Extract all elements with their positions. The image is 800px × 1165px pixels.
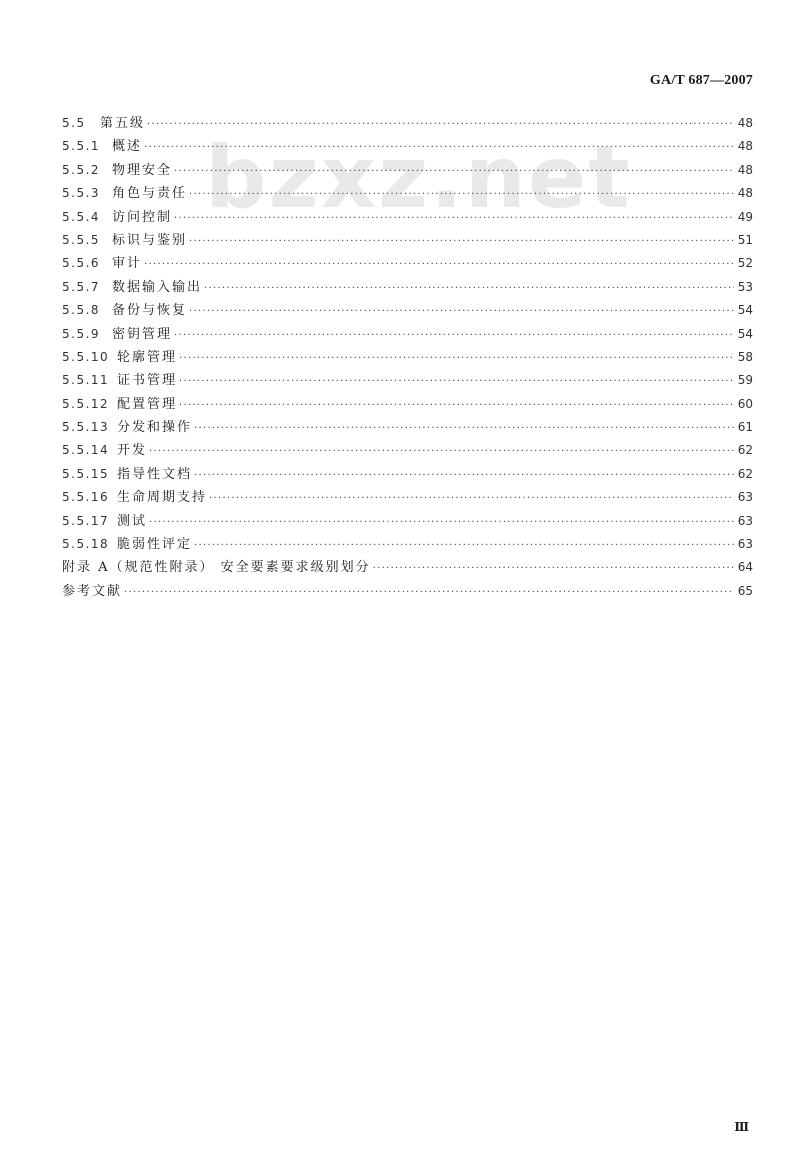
toc-entry-title: 参考文献 [62,583,123,599]
toc-leader-dots [149,517,734,528]
toc-leader-dots [189,236,734,247]
toc-leader-dots [147,119,734,130]
toc-entry-number: 5.5.11 [62,373,110,388]
toc-leader-dots [174,213,734,224]
toc-entry[interactable] [62,323,753,346]
toc-entry-title: 测试 [117,513,148,529]
toc-entry-page: 60 [737,396,753,411]
toc-entry[interactable] [62,580,753,603]
toc-entry-page: 53 [737,279,753,294]
page-number: Ⅲ [734,1120,748,1134]
toc-entry-number: 5.5.13 [62,420,110,435]
toc-entry[interactable] [62,510,753,533]
toc-entry-number: 5.5.2 [62,162,101,177]
toc-entry-number: 5.5.1 [62,139,101,154]
toc-leader-dots [144,259,734,270]
toc-entry-number: 5.5.6 [62,256,101,271]
toc-entry-number: 5.5.18 [62,537,110,552]
toc-entry-number: 5.5.7 [62,279,101,294]
toc-entry[interactable] [62,486,753,509]
watermark: bzxz.net [205,128,632,228]
toc-entry-page: 63 [737,537,753,552]
toc-entry-page: 49 [737,209,753,224]
toc-entry[interactable] [62,135,753,158]
toc-entry[interactable] [62,206,753,229]
toc-leader-dots [373,563,734,574]
toc-entry-number: 5.5.3 [62,186,101,201]
toc-leader-dots [179,376,734,387]
toc-entry-page: 48 [737,139,753,154]
toc-entry[interactable] [62,182,753,205]
toc-entry-page: 59 [737,373,753,388]
toc-leader-dots [144,142,734,153]
toc-entry-title: 密钥管理 [112,326,173,342]
toc-entry-title: 备份与恢复 [112,303,188,319]
toc-entry[interactable] [62,112,753,135]
toc-entry-number: 5.5.4 [62,209,101,224]
toc-leader-dots [194,540,734,551]
toc-entry[interactable] [62,416,753,439]
toc-leader-dots [174,330,734,341]
toc-entry-page: 54 [737,326,753,341]
toc-entry[interactable] [62,276,753,299]
toc-leader-dots [189,189,734,200]
toc-entry-title: 生命周期支持 [117,490,208,506]
toc-entry[interactable] [62,252,753,275]
toc-leader-dots [179,400,734,411]
toc-entry-number: 5.5 [62,116,86,130]
toc-entry-page: 54 [737,303,753,318]
standard-code: GA/T 687—2007 [649,73,753,88]
toc-leader-dots [194,423,734,434]
toc-entry-number: 5.5.17 [62,513,110,528]
toc-entry[interactable] [62,346,753,369]
toc-entry-title: 指导性文档 [117,466,193,482]
toc-entry-number: 5.5.8 [62,303,101,318]
toc-entry-title: 脆弱性评定 [117,537,193,553]
table-of-contents [62,112,753,603]
toc-entry[interactable] [62,533,753,556]
toc-entry-page: 64 [737,560,753,575]
toc-entry-title: 轮廓管理 [117,349,178,365]
toc-entry-page: 48 [737,186,753,201]
toc-entry-number: 5.5.9 [62,326,101,341]
toc-entry-number: 5.5.16 [62,490,110,505]
toc-entry-number: 5.5.5 [62,232,101,247]
toc-leader-dots [189,306,734,317]
toc-entry-page: 63 [737,513,753,528]
toc-entry-title: 数据输入输出 [112,279,203,295]
toc-leader-dots [194,470,734,481]
toc-entry-page: 51 [737,232,753,247]
toc-leader-dots [174,166,734,177]
toc-entry-title: 审计 [112,256,143,272]
toc-leader-dots [179,353,734,364]
toc-leader-dots [124,587,734,598]
toc-entry-title: 配置管理 [117,396,178,412]
toc-entry[interactable] [62,463,753,486]
toc-entry-title: 访问控制 [112,209,173,225]
toc-entry-title: 第五级 [100,116,146,131]
toc-entry-page: 61 [737,420,753,435]
toc-entry-number: 5.5.14 [62,443,110,458]
toc-leader-dots [209,493,734,504]
toc-entry-title: 证书管理 [117,373,178,389]
toc-entry[interactable] [62,393,753,416]
toc-entry-number: 5.5.15 [62,466,110,481]
toc-entry-title: 附录 A（规范性附录） 安全要素要求级别划分 [62,560,371,576]
toc-entry[interactable] [62,229,753,252]
toc-entry-title: 开发 [117,443,148,459]
toc-entry[interactable] [62,369,753,392]
toc-entry-title: 分发和操作 [117,420,193,436]
toc-entry-number: 5.5.12 [62,396,110,411]
toc-entry-page: 63 [737,490,753,505]
toc-entry-page: 62 [737,443,753,458]
toc-entry-title: 概述 [112,139,143,155]
toc-leader-dots [204,283,734,294]
toc-entry-page: 48 [737,116,753,130]
toc-leader-dots [149,446,734,457]
toc-entry-title: 角色与责任 [112,186,188,202]
toc-entry-page: 65 [737,583,753,598]
toc-entry[interactable] [62,159,753,182]
toc-entry[interactable] [62,299,753,322]
toc-entry-page: 62 [737,466,753,481]
toc-entry-number: 5.5.10 [62,349,110,364]
toc-entry[interactable] [62,439,753,462]
toc-entry-page: 58 [737,349,753,364]
toc-entry[interactable] [62,556,753,579]
toc-entry-title: 标识与鉴别 [112,232,188,248]
toc-entry-page: 48 [737,162,753,177]
toc-entry-title: 物理安全 [112,162,173,178]
toc-entry-page: 52 [737,256,753,271]
